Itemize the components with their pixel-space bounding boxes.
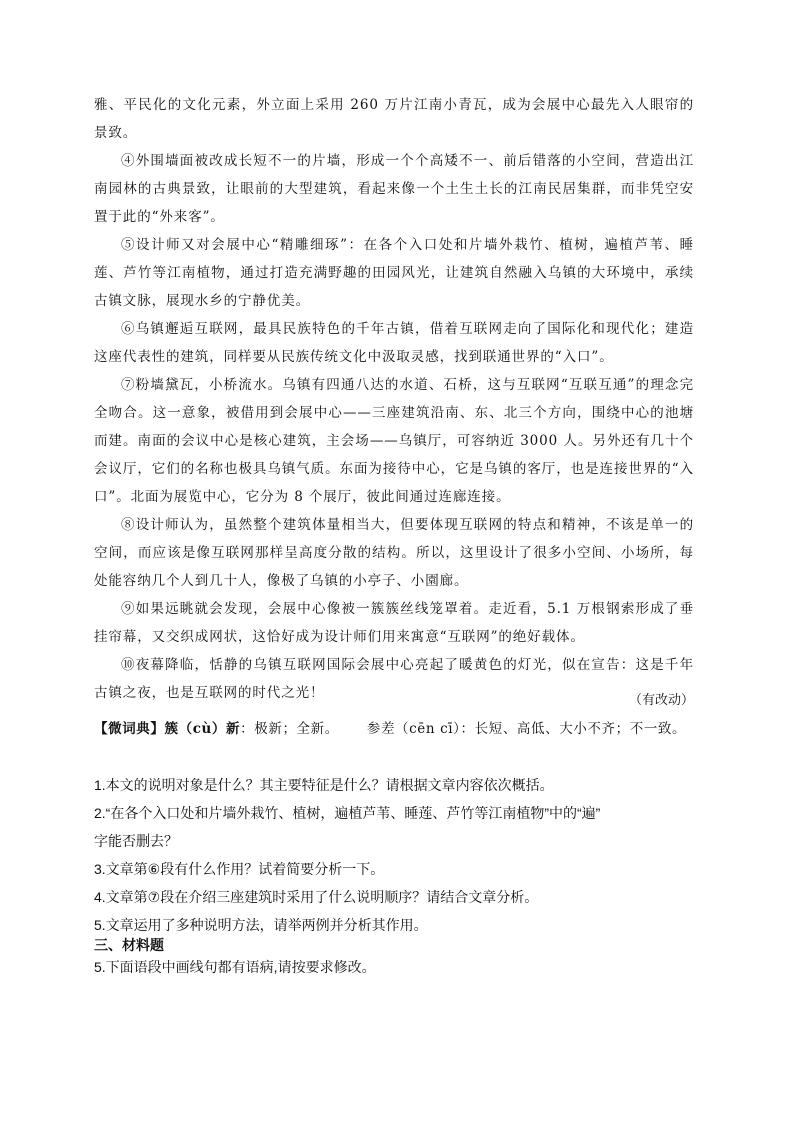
question-1: 1.本文的说明对象是什么？其主要特征是什么？请根据文章内容依次概括。 [94,777,554,793]
gloss-definition-2: ：长短、高低、大小不齐；不一致。 [460,721,687,737]
passage-paragraph-8: ⑧设计师认为，虽然整个建筑体量相当大，但要体现互联网的特点和精神，不该是单一的空间，而应该是像互联网那样呈高度分散的结构。所以，这里设计了很多小空间、小场所，每处能容纳几个人到几十人，像极了乌镇的小亭子、小園廊。 [94,517,694,589]
passage-paragraph-5: ⑤设计师又对会展中心“精雕细琢”：在各个入口处和片墙外栽竹、植树，遍植芦苇、睡莲、芦竹等江南植物，通过打造充满野趣的田园风光，让建筑自然融入乌镇的大环境中，承续古镇文脉，展现水乡的宁静优美。 [94,237,694,309]
passage-paragraph-9: ⑨如果远眺就会发现，会展中心像被一簇簇丝线笼罩着。走近看，5.1 万根钢索形成了垂挂帘幕，又交织成网状，这恰好成为设计师们用来寓意“互联网”的绝好载体。 [94,601,694,645]
source-note: （有改动） [628,693,694,708]
question-4: 4.文章第⑦段在介绍三座建筑时采用了什么说明顺序？请结合文章分析。 [94,889,539,905]
mini-dictionary [94,715,694,743]
gloss-term-1: 簇（cù）新 [164,721,241,737]
mini-dictionary-tag: 【微词典】 [94,721,165,737]
reading-passage [94,91,694,707]
passage-paragraph-4: ④外围墙面被改成长短不一的片墙，形成一个个高矮不一、前后错落的小空间，营造出江南园林的古典景致，让眼前的大型建筑，看起来像一个土生土长的江南民居集群，而非凭空安置于此的“外来客”。 [94,153,694,225]
passage-paragraph-10: ⑩夜幕降临，恬静的乌镇互联网国际会展中心亮起了暖黄色的灯光，似在宣告：这是千年古镇之夜，也是互联网的时代之光！ [94,657,694,701]
passage-paragraph-7: ⑦粉墙黛瓦，小桥流水。乌镇有四通八达的水道、石桥，这与互联网“互联互通”的理念完全吻合。这一意象，被借用到会展中心——三座建筑沿南、东、北三个方向，围绕中心的池塘而建。南面的会议中心是核心建筑，主会场——乌镇厅，可容纳近 3000 人。另外还有几十个会议厅，它们的名称也极具乌镇气质。东面为接待中心，它是乌镇的客厅，也是连接世界的“入口”。北面为展览中心，它分为 8 个展厅，彼此间通过连廊连接。 [94,377,694,505]
gloss-term-2: 参差（cēn cī） [366,721,461,737]
question-2-continued: 字能否删去？ [94,833,178,849]
passage-paragraph-6: ⑥乌镇邂逅互联网，最具民族特色的千年古镇，借着互联网走向了国际化和现代化；建造这座代表性的建筑，同样要从民族传统文化中汲取灵感，找到联通世界的“入口”。 [94,321,694,365]
gloss-definition-1: ：极新；全新。 [240,721,339,737]
passage-paragraph-continued: 雅、平民化的文化元素，外立面上采用 260 万片江南小青瓦，成为会展中心最先入人眼帘的景致。 [94,97,694,141]
question-2: 2.“在各个入口处和片墙外栽竹、植树，遍植芦苇、睡莲、芦竹等江南植物”中的“遍” [94,805,601,821]
section-question: 5.下面语段中画线句都有语病,请按要求修改。 [94,959,376,975]
section-heading: 三、材料题 [94,937,164,953]
question-list [94,771,694,939]
question-3: 3.文章第⑥段有什么作用？试着简要分析一下。 [94,861,385,877]
question-5: 5.文章运用了多种说明方法，请举两例并分析其作用。 [94,917,428,933]
